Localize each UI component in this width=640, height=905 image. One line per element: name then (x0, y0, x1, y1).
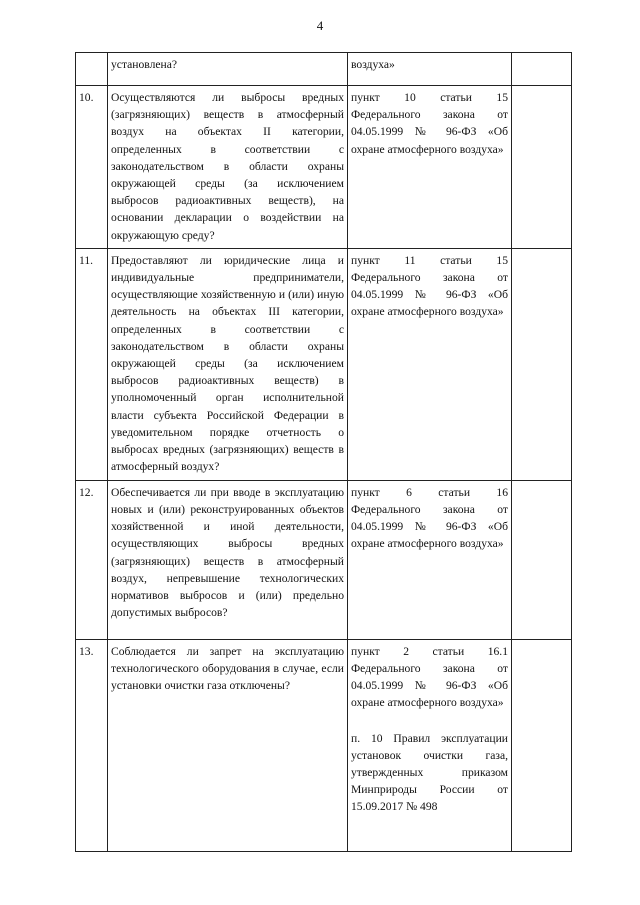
table-row (76, 86, 572, 249)
empty-cell (512, 248, 572, 480)
question-text: Соблюдается ли запрет на эксплуатацию технологического оборудования в случае, если установки очистки газа отключены? (108, 639, 348, 851)
table-row (76, 248, 572, 480)
empty-cell (512, 480, 572, 639)
question-text: Предоставляют ли юридические лица и индивидуальные предприниматели, осуществляющие хозяйственную и (или) иную деятельность на объектах III категории, определенных в соответствии с законодательством в области охраны окружающей среды (за исключением выбросов радиоактивных веществ) в уполномоченный орган исполнительной власти субъекта Российской Федерации в уведомительном порядке отчетность о выбросах вредных (загрязняющих) веществ в атмосферный воздух? (108, 248, 348, 480)
empty-cell (512, 53, 572, 86)
checklist-table (75, 52, 572, 852)
question-text: Обеспечивается ли при вводе в эксплуатацию новых и (или) реконструированных объектов хозяйственной и иной деятельности, осуществляющих выбросы вредных (загрязняющих) веществ в атмосферный воздух, непревышение технологических нормативов выбросов и (или) предельно допустимых выбросов? (108, 480, 348, 639)
empty-cell (512, 639, 572, 851)
legal-reference: пункт 11 статьи 15 Федерального закона от 04.05.1999 № 96-ФЗ «Об охране атмосферного воздуха» (348, 248, 512, 480)
empty-cell (512, 86, 572, 249)
legal-reference: пункт 6 статьи 16 Федерального закона от 04.05.1999 № 96-ФЗ «Об охране атмосферного воздуха» (348, 480, 512, 639)
legal-reference: пункт 2 статьи 16.1 Федерального закона от 04.05.1999 № 96-ФЗ «Об охране атмосферного воздуха» (351, 644, 508, 710)
table-row (76, 480, 572, 639)
question-text: установлена? (108, 53, 348, 86)
legal-reference: пункт 10 статьи 15 Федерального закона от 04.05.1999 № 96-ФЗ «Об охране атмосферного воздуха» (348, 86, 512, 249)
row-number: 11. (76, 248, 108, 480)
legal-reference-rules: п. 10 Правил эксплуатации установок очистки газа, утвержденных приказом Минприроды России от 15.09.2017 № 498 (351, 731, 508, 814)
row-number: 13. (76, 639, 108, 851)
row-number: 10. (76, 86, 108, 249)
question-text: Осуществляются ли выбросы вредных (загрязняющих) веществ в атмосферный воздух на объектах II категории, определенных в соответствии с законодательством в области охраны окружающей среды (за исключением выбросов радиоактивных веществ), на основании декларации о воздействии на окружающую среду? (108, 86, 348, 249)
legal-reference-cell (348, 639, 512, 851)
row-number (76, 53, 108, 86)
table-row (76, 639, 572, 851)
row-number: 12. (76, 480, 108, 639)
legal-reference: воздуха» (348, 53, 512, 86)
page-number: 4 (316, 18, 324, 33)
table-row (76, 53, 572, 86)
